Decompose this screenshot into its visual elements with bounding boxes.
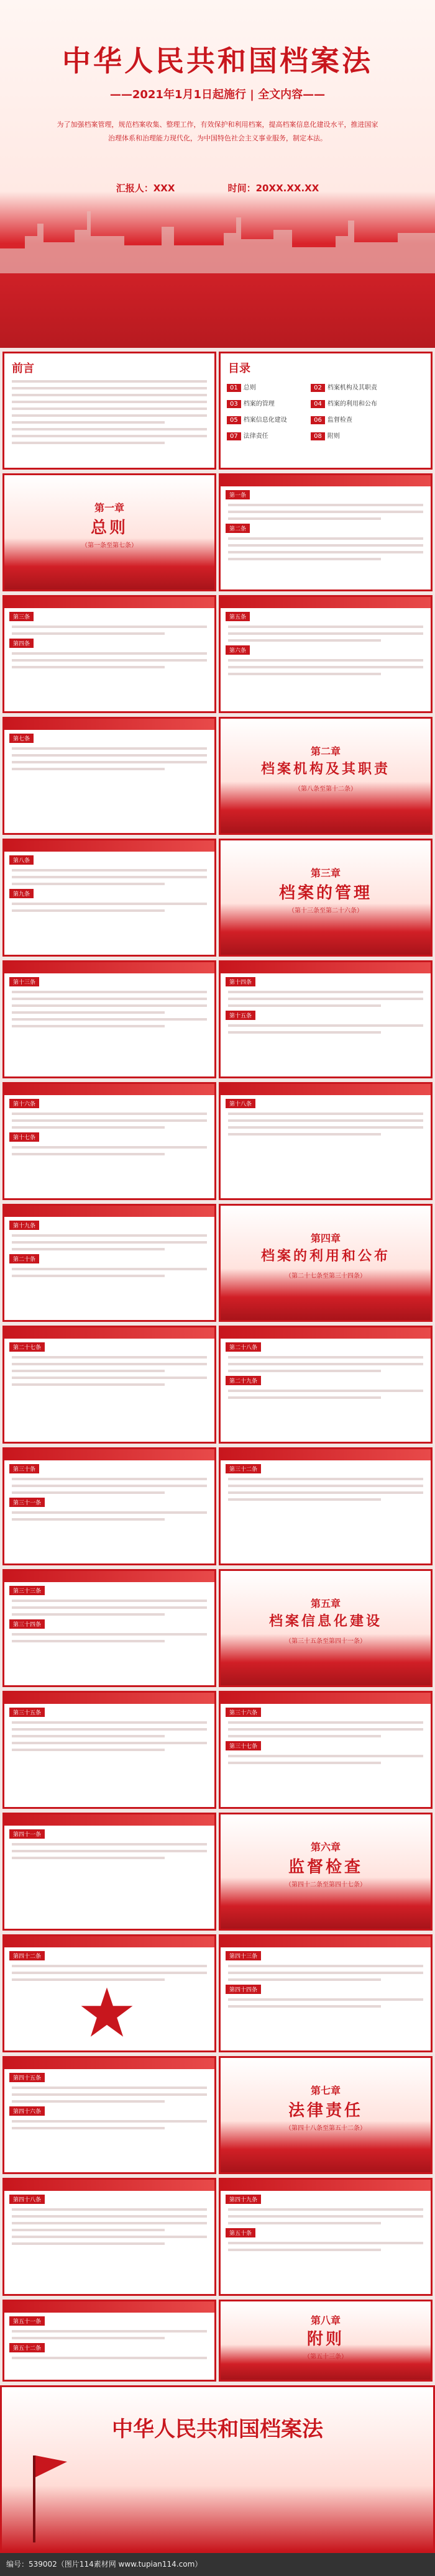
footer-watermark: 编号：539002（图片114素材网 www.tupian114.com）	[0, 2553, 435, 2576]
flag-figure-icon	[27, 2449, 70, 2542]
preface-title: 前言	[12, 362, 34, 375]
toc-card	[219, 352, 433, 470]
chapter-number: 第八章	[310, 2314, 341, 2326]
chapter-range: （第三十五条至第四十一条）	[285, 1638, 366, 1645]
chapter-title: 附则	[306, 2330, 344, 2349]
preface-card	[2, 352, 216, 470]
chapter-number: 第七章	[310, 2085, 341, 2096]
chapter-title: 监督检查	[288, 1858, 363, 1877]
toc-title: 目录	[228, 362, 250, 375]
toc-item[interactable]: 01 总则	[227, 382, 301, 392]
chapter-title: 总则	[90, 519, 128, 537]
chapter-range: （第二十七条至第三十四条）	[285, 1273, 366, 1280]
chapter-number: 第二章	[310, 745, 341, 757]
chapter-title: 法律责任	[288, 2101, 363, 2120]
toc-item[interactable]: 05 档案信息化建设	[227, 414, 301, 424]
chapter-8-slide	[219, 2300, 433, 2382]
intro-text: 为了加强档案管理，规范档案收集、整理工作，有效保护和利用档案，提高档案信息化建设水平，推进国家治理体系和治理能力现代化，为中国特色社会主义事业服务，制定本法。	[57, 121, 378, 142]
content-slide: 第二十七条	[2, 1326, 216, 1444]
toc-item[interactable]: 02 档案机构及其职责	[311, 382, 385, 392]
closing-slide	[0, 2385, 435, 2553]
chapter-7-slide	[219, 2056, 433, 2174]
content-slide: 第十八条	[219, 1082, 433, 1200]
toc-item[interactable]: 04 档案的利用和公布	[311, 398, 385, 408]
content-slide: 第四十八条	[2, 2178, 216, 2296]
content-slide: 第四十一条	[2, 1813, 216, 1931]
content-slide: 第三十二条	[219, 1447, 433, 1565]
reporter: 汇报人：XXX	[116, 183, 175, 194]
chapter-title: 档案的管理	[278, 884, 372, 903]
content-slide: 第五条 第六条	[219, 595, 433, 713]
star-icon	[79, 1985, 135, 2041]
chapter-title: 档案的利用和公布	[260, 1248, 390, 1264]
content-slide: 第三条 第四条	[2, 595, 216, 713]
chapter-title: 档案信息化建设	[268, 1613, 382, 1629]
chapter-range: （第十三条至第二十六条）	[288, 908, 363, 914]
chapter-range: （第五十三条）	[304, 2354, 347, 2360]
chapter-number: 第一章	[94, 502, 124, 514]
content-slide: 第四十九条 第五十条	[219, 2178, 433, 2296]
content-slide: 第三十六条 第三十七条	[219, 1691, 433, 1809]
date: 时间：20XX.XX.XX	[227, 183, 319, 194]
content-slide: 第三十三条 第三十四条	[2, 1569, 216, 1687]
chapter-range: （第四十二条至第四十七条）	[285, 1882, 366, 1888]
content-slide: 第十三条	[2, 960, 216, 1078]
content-slide: 第三十条 第三十一条	[2, 1447, 216, 1565]
chapter-3-slide	[219, 839, 433, 957]
toc-item[interactable]: 07 法律责任	[227, 430, 301, 440]
chapter-number: 第三章	[310, 867, 341, 879]
chapter-title: 档案机构及其职责	[260, 761, 390, 777]
content-slide: 第十九条 第二十条	[2, 1204, 216, 1322]
chapter-5-slide	[219, 1569, 433, 1687]
chapter-range: （第一条至第七条）	[81, 542, 137, 549]
chapter-6-slide	[219, 1813, 433, 1931]
cover-section	[0, 0, 435, 348]
content-slide: 第三十五条	[2, 1691, 216, 1809]
chapter-range: （第八条至第十二条）	[295, 786, 357, 793]
chapter-range: （第四十八条至第五十二条）	[285, 2125, 366, 2132]
toc-item[interactable]: 06 监督检查	[311, 414, 385, 424]
toc-item[interactable]: 03 档案的管理	[227, 398, 301, 408]
main-title: 中华人民共和国档案法	[62, 44, 373, 78]
content-slide: 第五十一条 第五十二条	[2, 2300, 216, 2382]
chapter-number: 第六章	[310, 1841, 341, 1853]
chapter-1-slide	[2, 473, 216, 591]
content-slide: 第二十八条 第二十九条	[219, 1326, 433, 1444]
cover-meta	[0, 181, 435, 194]
content-slide: 第十六条 第十七条	[2, 1082, 216, 1200]
chapter-number: 第四章	[310, 1232, 341, 1244]
skyline-illustration	[0, 199, 435, 273]
chapter-2-slide	[219, 717, 433, 835]
content-slide: 第十四条 第十五条	[219, 960, 433, 1078]
toc-item[interactable]: 08 附则	[311, 430, 385, 440]
content-slide: 第四十五条 第四十六条	[2, 2056, 216, 2174]
subtitle: ——2021年1月1日起施行 | 全文内容——	[109, 88, 326, 101]
content-slide: 第四十二条	[2, 1934, 216, 2052]
chapter-4-slide	[219, 1204, 433, 1322]
content-slide: 第八条 第九条	[2, 839, 216, 957]
chapter-number: 第五章	[310, 1598, 341, 1609]
content-slide: 第一条 第二条	[219, 473, 433, 591]
content-slide: 第四十三条 第四十四条	[219, 1934, 433, 2052]
closing-title: 中华人民共和国档案法	[112, 2417, 323, 2442]
content-slide: 第七条	[2, 717, 216, 835]
